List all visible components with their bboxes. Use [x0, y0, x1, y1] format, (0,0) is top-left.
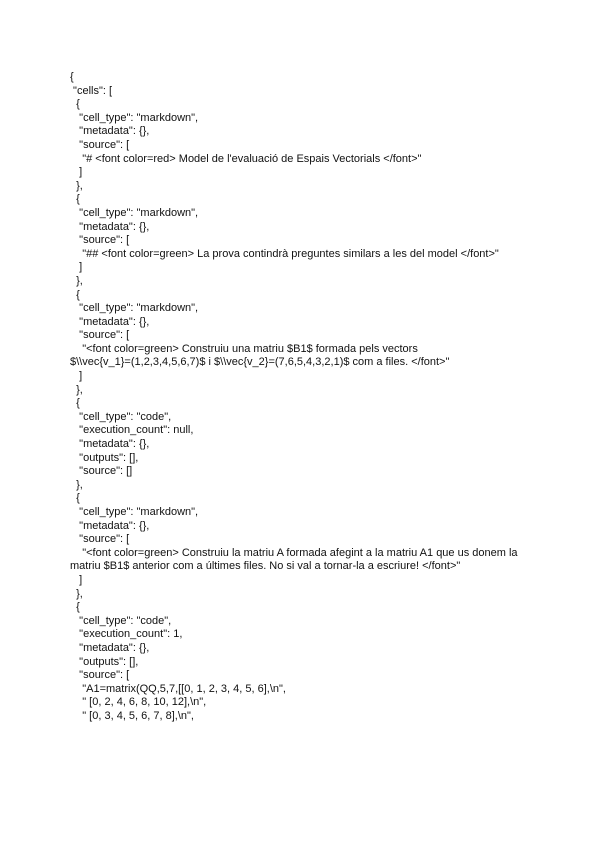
- text-line: "## <font color=green> La prova contindrà preguntes similars a les del model </font>": [70, 247, 499, 260]
- text-line: "cell_type": "code",: [70, 614, 172, 627]
- text-line: {: [70, 71, 74, 83]
- text-line: "metadata": {},: [70, 641, 150, 654]
- text-line: "cell_type": "markdown",: [70, 302, 199, 315]
- text-line: "cell_type": "markdown",: [70, 506, 199, 518]
- text-line: "A1=matrix(QQ,5,7,[[0, 1, 2, 3, 4, 5, 6],\n",: [70, 682, 286, 695]
- text-line: "metadata": {},: [70, 315, 150, 328]
- text-line: },: [70, 383, 83, 396]
- text-line: "# <font color=red> Model de l'evaluació de Espais Vectorials </font>": [70, 152, 422, 165]
- text-line: "execution_count": 1,: [70, 628, 183, 641]
- text-line: {: [70, 492, 80, 505]
- text-line: ]: [70, 166, 83, 179]
- text-line: "cells": [: [70, 84, 113, 97]
- text-line: "metadata": {},: [70, 519, 150, 532]
- text-line: " [0, 3, 4, 5, 6, 7, 8],\n",: [70, 709, 194, 722]
- text-line: {: [70, 397, 80, 410]
- text-line: },: [70, 274, 83, 287]
- text-line: "cell_type": "code",: [70, 410, 172, 423]
- text-line: "cell_type": "markdown",: [70, 111, 199, 124]
- text-line: "<font color=green> Construiu una matriu $B1$ formada pels vectors: [70, 342, 418, 355]
- text-line: "metadata": {},: [70, 220, 150, 233]
- text-line: matriu $B1$ anterior com a últimes files. No si val a tornar-la a escriure! </font>": [70, 560, 461, 573]
- text-line: $\\vec{v_1}=(1,2,3,4,5,6,7)$ i $\\vec{v_2}=(7,6,5,4,3,2,1)$ com a files. </font>": [70, 356, 450, 369]
- text-line: "source": [: [70, 329, 130, 342]
- text-line: "cell_type": "markdown",: [70, 206, 199, 219]
- text-line: {: [70, 193, 80, 206]
- text-line: },: [70, 587, 83, 600]
- text-line: "source": [: [70, 138, 130, 151]
- text-line: ]: [70, 370, 83, 383]
- text-line: "outputs": [],: [70, 655, 139, 668]
- text-line: "source": []: [70, 465, 133, 478]
- text-line: "source": [: [70, 533, 130, 546]
- text-line: ]: [70, 261, 83, 274]
- text-line: "source": [: [70, 234, 130, 247]
- text-line: {: [70, 288, 80, 301]
- text-line: },: [70, 179, 83, 192]
- text-line: "<font color=green> Construiu la matriu A formada afegint a la matriu A1 que us donem la: [70, 546, 518, 559]
- text-line: "metadata": {},: [70, 438, 150, 451]
- text-line: },: [70, 478, 83, 491]
- text-line: {: [70, 601, 80, 614]
- text-line: " [0, 2, 4, 6, 8, 10, 12],\n",: [70, 696, 207, 709]
- notebook-json-text: [70, 71, 570, 724]
- text-line: "execution_count": null,: [70, 424, 194, 437]
- text-line: "outputs": [],: [70, 451, 139, 464]
- text-line: "source": [: [70, 669, 130, 682]
- text-line: ]: [70, 573, 83, 586]
- text-line: "metadata": {},: [70, 125, 150, 138]
- text-line: {: [70, 98, 80, 111]
